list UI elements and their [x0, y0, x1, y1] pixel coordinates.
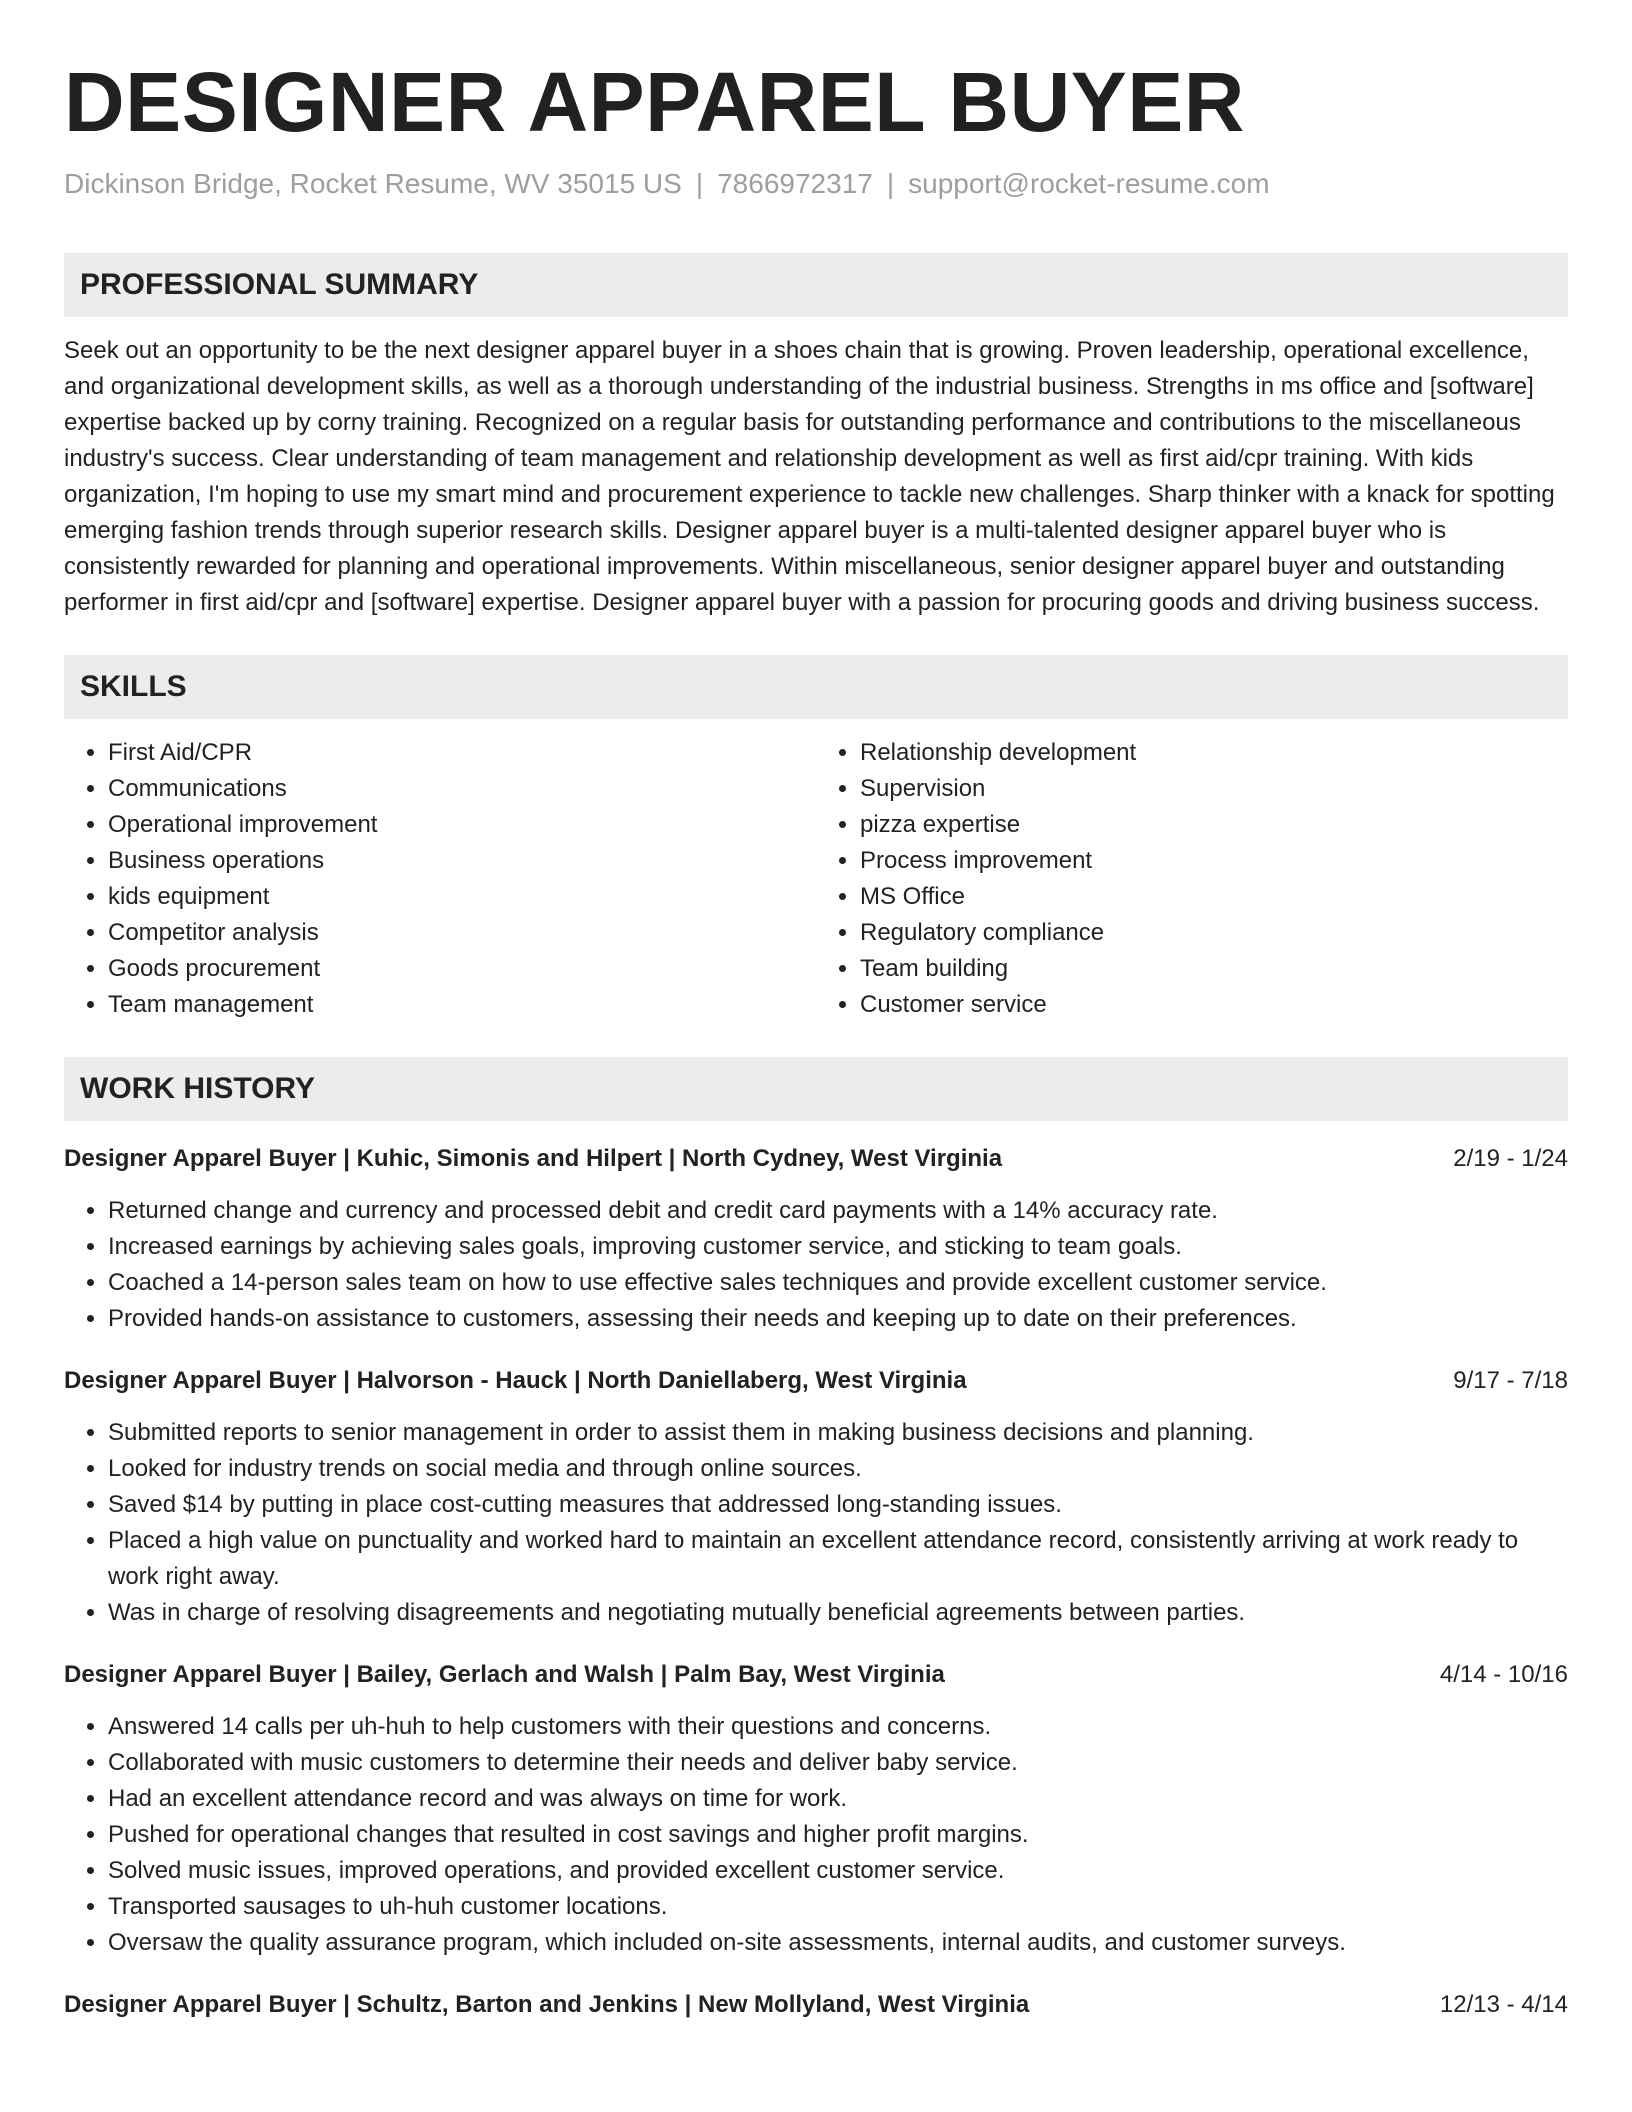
job-bullets — [64, 1415, 1568, 1631]
skill-item: • Team building — [860, 951, 1568, 987]
contact-phone: 7866972317 — [717, 168, 873, 200]
job-header — [64, 1141, 1568, 1177]
job-bullet: • Collaborated with music customers to determine their needs and deliver baby service. — [108, 1745, 1568, 1781]
skills-column-right — [816, 735, 1568, 1023]
job-bullet: • Pushed for operational changes that resulted in cost savings and higher profit margins. — [108, 1817, 1568, 1853]
skill-item: • Business operations — [108, 843, 816, 879]
job-bullets — [64, 1709, 1568, 1961]
job-bullet: • Saved $14 by putting in place cost-cutting measures that addressed long-standing issues. — [108, 1487, 1568, 1523]
skill-item: • Team management — [108, 987, 816, 1023]
skill-item: • Goods procurement — [108, 951, 816, 987]
job-header — [64, 1657, 1568, 1693]
job-bullet: • Increased earnings by achieving sales goals, improving customer service, and sticking to team goals. — [108, 1229, 1568, 1265]
job-dates: 4/14 - 10/16 — [1439, 1660, 1568, 1688]
job-dates: 12/13 - 4/14 — [1439, 1990, 1568, 2018]
job-bullet: • Solved music issues, improved operations, and provided excellent customer service. — [108, 1853, 1568, 1889]
job-entry — [64, 1363, 1568, 1631]
skill-item: • Operational improvement — [108, 807, 816, 843]
job-entry — [64, 1141, 1568, 1337]
contact-separator: | — [695, 168, 704, 200]
job-bullet: • Had an excellent attendance record and was always on time for work. — [108, 1781, 1568, 1817]
skill-item: • MS Office — [860, 879, 1568, 915]
skill-item: • kids equipment — [108, 879, 816, 915]
skill-item: • Relationship development — [860, 735, 1568, 771]
job-header — [64, 1987, 1568, 2023]
job-title: Designer Apparel Buyer | Kuhic, Simonis and Hilpert | North Cydney, West Virginia — [64, 1144, 1003, 1172]
skills-heading: SKILLS — [64, 655, 1568, 719]
job-entry — [64, 1987, 1568, 2023]
job-bullet: • Coached a 14-person sales team on how to use effective sales techniques and provide excellent customer service. — [108, 1265, 1568, 1301]
summary-heading: PROFESSIONAL SUMMARY — [64, 253, 1568, 317]
contact-email: support@rocket-resume.com — [908, 168, 1270, 200]
job-title: Designer Apparel Buyer | Bailey, Gerlach and Walsh | Palm Bay, West Virginia — [64, 1660, 945, 1688]
skills-column-left — [64, 735, 816, 1023]
job-bullet: • Placed a high value on punctuality and worked hard to maintain an excellent attendance record, consistently arriving at work ready to work right away. — [108, 1523, 1568, 1595]
skill-item: • Regulatory compliance — [860, 915, 1568, 951]
job-entry — [64, 1657, 1568, 1961]
job-title: Designer Apparel Buyer | Schultz, Barton and Jenkins | New Mollyland, West Virginia — [64, 1990, 1030, 2018]
skill-item: • Process improvement — [860, 843, 1568, 879]
job-bullet: • Answered 14 calls per uh-huh to help customers with their questions and concerns. — [108, 1709, 1568, 1745]
skill-item: • Communications — [108, 771, 816, 807]
candidate-name: DESIGNER APPAREL BUYER — [64, 55, 1245, 149]
job-bullet: • Provided hands-on assistance to customers, assessing their needs and keeping up to date on their preferences. — [108, 1301, 1568, 1337]
job-header — [64, 1363, 1568, 1399]
job-title: Designer Apparel Buyer | Halvorson - Hauck | North Daniellaberg, West Virginia — [64, 1366, 967, 1394]
contact-line — [64, 166, 1568, 202]
skill-item: • Competitor analysis — [108, 915, 816, 951]
summary-text: Seek out an opportunity to be the next designer apparel buyer in a shoes chain that is growing. Proven leadership, operational excellence, and organizational development skills, as well as a thorough understanding of the industrial business. Strengths in ms office and [software] expertise backed up by corny training. Recognized on a regular basis for outstanding performance and contributions to the miscellaneous industry's success. Clear understanding of team management and relationship development as well as first aid/cpr training. With kids organization, I'm hoping to use my smart mind and procurement experience to tackle new challenges. Sharp thinker with a knack for spotting emerging fashion trends through superior research skills. Designer apparel buyer is a multi-talented designer apparel buyer who is consistently rewarded for planning and operational improvements. Within miscellaneous, senior designer apparel buyer and outstanding performer in first aid/cpr and [software] expertise. Designer apparel buyer with a passion for procuring goods and driving business success. — [64, 336, 1555, 616]
skill-item: • Customer service — [860, 987, 1568, 1023]
job-bullet: • Looked for industry trends on social media and through online sources. — [108, 1451, 1568, 1487]
contact-address: Dickinson Bridge, Rocket Resume, WV 35015 US — [64, 168, 682, 200]
job-bullet: • Submitted reports to senior management in order to assist them in making business decisions and planning. — [108, 1415, 1568, 1451]
job-dates: 2/19 - 1/24 — [1453, 1144, 1568, 1172]
skill-item: • First Aid/CPR — [108, 735, 816, 771]
job-dates: 9/17 - 7/18 — [1453, 1366, 1568, 1394]
job-bullet: • Transported sausages to uh-huh customer locations. — [108, 1889, 1568, 1925]
skill-item: • Supervision — [860, 771, 1568, 807]
job-bullet: • Oversaw the quality assurance program, which included on-site assessments, internal audits, and customer surveys. — [108, 1925, 1568, 1961]
skills-grid — [64, 735, 1568, 1023]
skill-item: • pizza expertise — [860, 807, 1568, 843]
job-bullet: • Was in charge of resolving disagreements and negotiating mutually beneficial agreements between parties. — [108, 1595, 1568, 1631]
work-history-heading: WORK HISTORY — [64, 1057, 1568, 1121]
job-bullet: • Returned change and currency and processed debit and credit card payments with a 14% accuracy rate. — [108, 1193, 1568, 1229]
job-bullets — [64, 1193, 1568, 1337]
contact-separator: | — [886, 168, 895, 200]
